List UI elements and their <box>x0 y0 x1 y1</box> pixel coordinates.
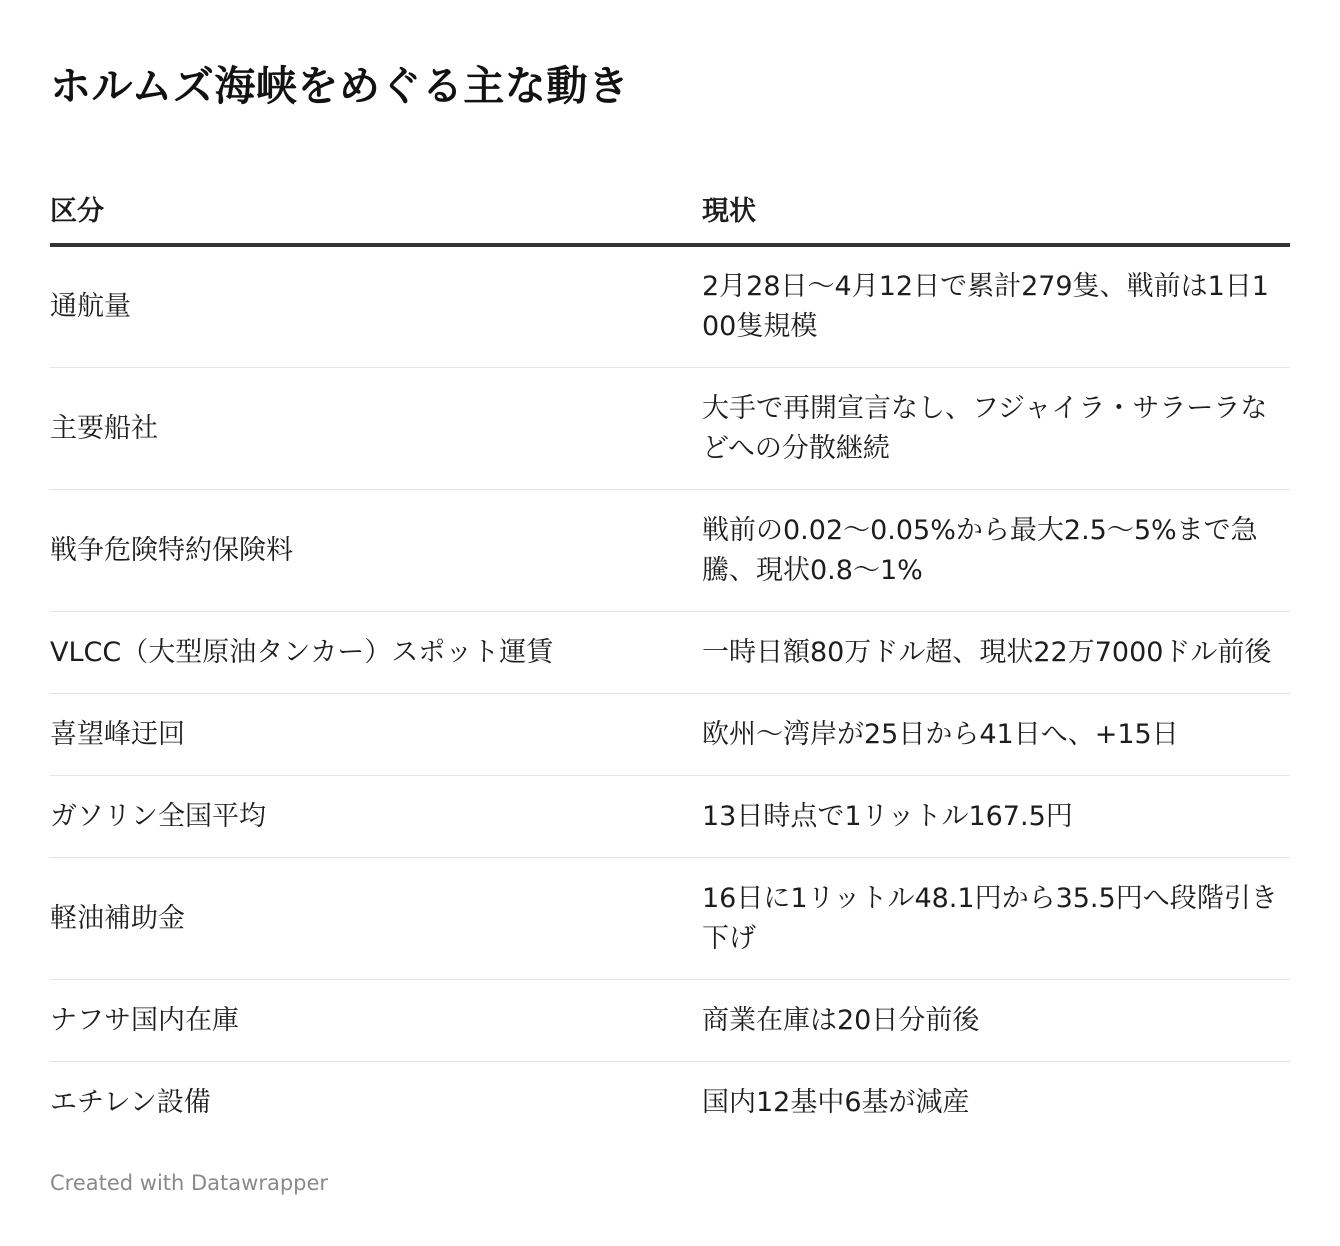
attribution-footer: Created with Datawrapper <box>50 1171 329 1195</box>
table-cell-status: 国内12基中6基が減産 <box>702 1086 970 1118</box>
table-cell-category: 戦争危険特約保険料 <box>50 490 702 612</box>
chart-title: ホルムズ海峡をめぐる主な動き <box>50 62 630 110</box>
table-cell-status: 13日時点で1リットル167.5円 <box>702 776 1290 858</box>
table-cell-category: 喜望峰迂回 <box>50 694 702 776</box>
table-row <box>50 368 1290 490</box>
table-row <box>50 694 1290 776</box>
table-chart <box>50 56 1290 1143</box>
table-row <box>50 245 1290 368</box>
table-row <box>50 612 1290 694</box>
table-cell-status: 16日に1リットル48.1円から35.5円へ段階引き下げ <box>702 858 1290 980</box>
table-cell-status: 大手で再開宣言なし、フジャイラ・サラーラなどへの分散継続 <box>702 368 1290 490</box>
table-cell-category: エチレン設備 <box>50 1086 211 1118</box>
table-row <box>50 1062 1290 1144</box>
data-table <box>50 173 1290 1143</box>
table-cell-category: ガソリン全国平均 <box>50 776 702 858</box>
column-header-category: 区分 <box>50 173 702 245</box>
table-cell-category: 通航量 <box>50 245 702 368</box>
table-cell-status: 戦前の0.02～0.05%から最大2.5～5%まで急騰、現状0.8～1% <box>702 490 1290 612</box>
table-cell-status: 商業在庫は20日分前後 <box>702 980 1290 1062</box>
column-header-status: 現状 <box>702 173 1290 245</box>
table-cell-status: 2月28日～4月12日で累計279隻、戦前は1日100隻規模 <box>702 245 1290 368</box>
table-header-row <box>50 173 1290 245</box>
table-cell-status: 欧州～湾岸が25日から41日へ、+15日 <box>702 694 1290 776</box>
table-row <box>50 776 1290 858</box>
table-row <box>50 980 1290 1062</box>
table-cell-status: 一時日額80万ドル超、現状22万7000ドル前後 <box>702 612 1290 694</box>
table-cell-category: 主要船社 <box>50 368 702 490</box>
table-row <box>50 490 1290 612</box>
table-row <box>50 858 1290 980</box>
table-cell-category: VLCC（大型原油タンカー）スポット運賃 <box>50 612 702 694</box>
table-cell-category: ナフサ国内在庫 <box>50 980 702 1062</box>
table-cell-category: 軽油補助金 <box>50 858 702 980</box>
